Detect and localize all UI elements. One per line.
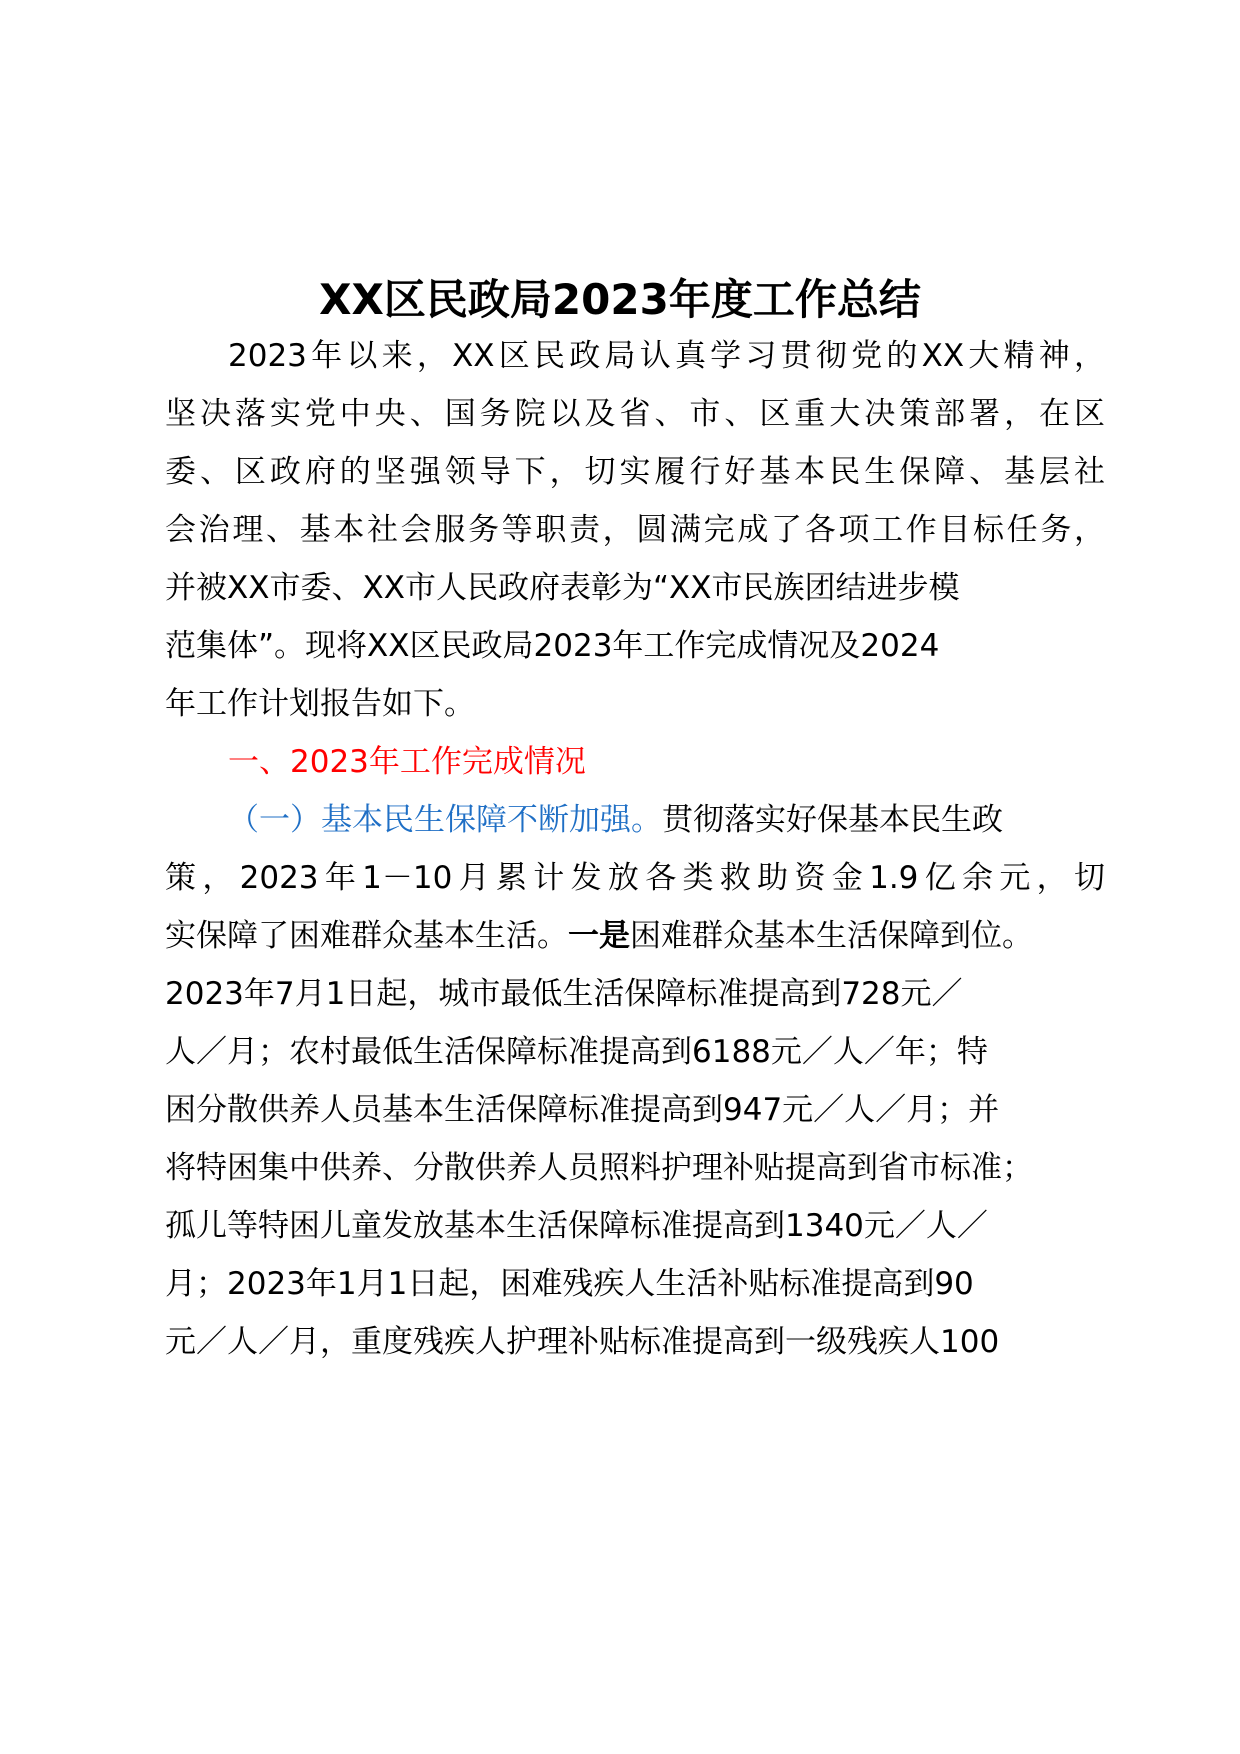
intro-line-2: 坚决落实党中央、国务院以及省、市、区重大决策部署，在区: [165, 396, 1105, 432]
subsection-line-3-start: 实保障了困难群众基本生活。: [165, 918, 568, 954]
subsection-line-3: [165, 916, 1033, 956]
bold-lead-yishi: 一是: [568, 918, 630, 954]
document-title: XX区民政局2023年度工作总结: [319, 275, 921, 324]
intro-line-3: 委、区政府的坚强领导下，切实履行好基本民生保障、基层社: [165, 454, 1105, 490]
body-line-7: 将特困集中供养、分散供养人员照料护理补贴提高到省市标准；: [165, 1150, 1033, 1186]
bold-lead-rest: 困难群众基本生活保障到位。: [630, 918, 1033, 954]
section-heading: 一、2023年工作完成情况: [228, 744, 586, 780]
intro-line-5: 并被XX市委、XX市人民政府表彰为“XX市民族团结进步模: [165, 570, 960, 606]
body-line-10: 元／人／月，重度残疾人护理补贴标准提高到一级残疾人100: [165, 1324, 1000, 1360]
intro-line-7: 年工作计划报告如下。: [165, 686, 475, 722]
subsection-line-2: 策，2023年1－10月累计发放各类救助资金1.9亿余元，切: [165, 860, 1105, 896]
subsection-heading: （一）基本民生保障不断加强。: [228, 802, 662, 838]
intro-line-6: 范集体”。现将XX区民政局2023年工作完成情况及2024: [165, 628, 940, 664]
body-line-6: 困分散供养人员基本生活保障标准提高到947元／人／月；并: [165, 1092, 1000, 1128]
subsection-first-line: [228, 800, 1003, 840]
intro-line-4: 会治理、基本社会服务等职责，圆满完成了各项工作目标任务，: [165, 512, 1105, 548]
body-line-5: 人／月；农村最低生活保障标准提高到6188元／人／年；特: [165, 1034, 988, 1070]
intro-line-1: 2023年以来，XX区民政局认真学习贯彻党的XX大精神，: [228, 338, 1105, 374]
body-line-4: 2023年7月1日起，城市最低生活保障标准提高到728元／: [165, 976, 963, 1012]
body-line-8: 孤儿等特困儿童发放基本生活保障标准提高到1340元／人／: [165, 1208, 988, 1244]
body-line-9: 月；2023年1月1日起，困难残疾人生活补贴标准提高到90: [165, 1266, 974, 1302]
subsection-first-line-rest: 贯彻落实好保基本民生政: [662, 802, 1003, 838]
